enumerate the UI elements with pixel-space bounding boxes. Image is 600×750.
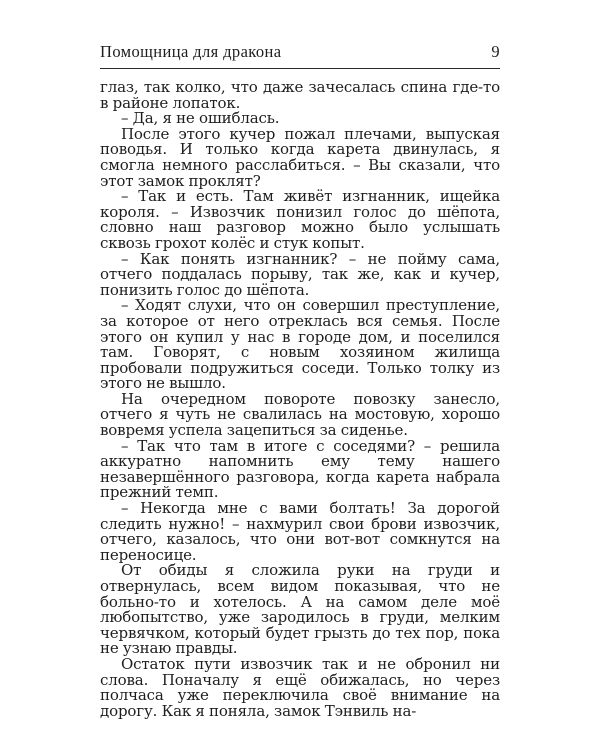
header-divider [100, 68, 500, 69]
paragraph: – Так что там в итоге с соседями? – решила аккуратно напомнить ему тему нашего незавершённого разговора, когда карета набрала прежний темп. [100, 436, 500, 502]
paragraph: – Ходят слухи, что он совершил преступление, за которое от него отреклась вся семья. После этого он купил у нас в городе дом, и поселился там. Говорят, с новым хозяином жилища пробовали подружиться соседи. Только толку из этого не вышло. [100, 296, 500, 393]
paragraph: От обиды я сложила руки на груди и отвернулась, всем видом показывая, что не больно-то и хотелось. А на самом деле моё любопытство, уже зародилось в груди, мелким червячком, который будет грызть до тех пор, пока не узнаю правды. [100, 561, 500, 658]
paragraph: глаз, так колко, что даже зачесалась спина где-то в районе лопаток. [100, 78, 500, 112]
paragraph: – Так и есть. Там живёт изгнанник, ищейка короля. – Извозчик понизил голос до шёпота, словно наш разговор можно было услышать сквозь грохот колёс и стук копыт. [100, 187, 500, 252]
body-text [100, 80, 500, 719]
paragraph: – Как понять изгнанник? – не пойму сама, отчего поддалась порыву, так же, как и кучер, понизить голос до шёпота. [100, 249, 500, 299]
book-title: Помощница для дракона [100, 42, 282, 61]
paragraph: – Да, я не ошиблась. [121, 109, 280, 128]
paragraph: Остаток пути извозчик так и не обронил ни слова. Поначалу я ещё обижалась, но через полчаса уже переключила своё внимание на дорогу. Как я поняла, замок Тэнвиль на- [100, 654, 500, 720]
running-header [100, 42, 500, 66]
paragraph: После этого кучер пожал плечами, выпуская поводья. И только когда карета двинулась, я смогла немного расслабиться. – Вы сказали, что этот замок проклят? [100, 124, 500, 190]
paragraph: На очередном повороте повозку занесло, отчего я чуть не свалилась на мостовую, хорошо вовремя успела зацепиться за сиденье. [100, 389, 500, 440]
paragraph: – Некогда мне с вами болтать! За дорогой следить нужно! – нахмурил свои брови извозчик, отчего, казалось, что они вот-вот сомкнутся на переносице. [100, 499, 500, 564]
page-number: 9 [491, 42, 500, 61]
